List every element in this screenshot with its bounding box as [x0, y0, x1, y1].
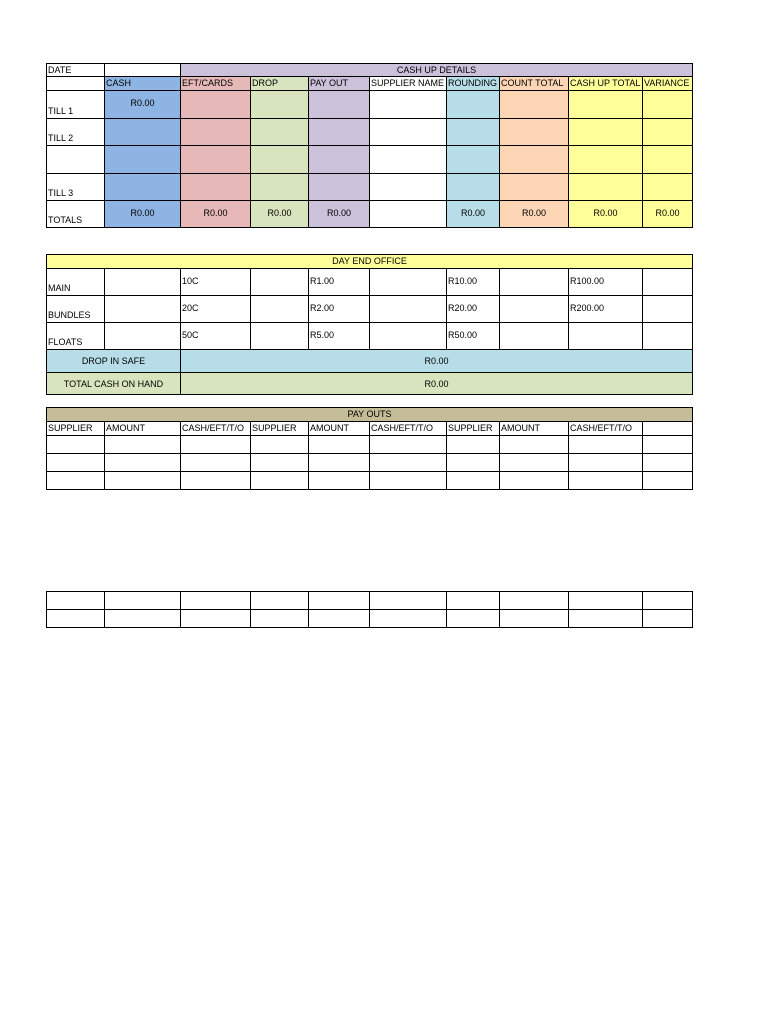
till-2-rounding[interactable]: [447, 119, 500, 146]
payout-cell[interactable]: [105, 472, 181, 490]
till-2-drop[interactable]: [251, 119, 309, 146]
header-cash-up-total: CASH UP TOTAL: [569, 77, 643, 91]
cash-up-table: [46, 63, 693, 228]
totals-payout: R0.00: [309, 201, 370, 228]
denom-10c-label: 10C: [181, 269, 251, 296]
payout-cell[interactable]: [105, 454, 181, 472]
denom-blank-label: [569, 323, 643, 350]
payouts-header-supplier-1: SUPPLIER: [47, 422, 105, 436]
payout-cell[interactable]: [105, 436, 181, 454]
header-pay-out: PAY OUT: [309, 77, 370, 91]
till-2-supplier[interactable]: [370, 119, 447, 146]
till-2-eft[interactable]: [181, 119, 251, 146]
payout-cell[interactable]: [309, 472, 370, 490]
total-cash-on-hand-label: TOTAL CASH ON HAND: [47, 373, 181, 395]
payout-cell[interactable]: [370, 454, 447, 472]
blank-entry-cell[interactable]: [309, 610, 370, 628]
totals-count-total: R0.00: [500, 201, 569, 228]
dayend-floats-value[interactable]: [105, 323, 181, 350]
denom-10c-value[interactable]: [251, 269, 309, 296]
payout-cell[interactable]: [309, 454, 370, 472]
payout-cell[interactable]: [370, 436, 447, 454]
dayend-label-bundles: BUNDLES: [47, 296, 105, 323]
blank-entry-cell[interactable]: [447, 610, 500, 628]
blank-entry-cell[interactable]: [500, 610, 569, 628]
payout-cell[interactable]: [569, 472, 643, 490]
denom-r20-value[interactable]: [500, 296, 569, 323]
payout-cell[interactable]: [447, 454, 500, 472]
payout-cell[interactable]: [251, 436, 309, 454]
denom-r5-value[interactable]: [370, 323, 447, 350]
payout-cell[interactable]: [47, 436, 105, 454]
total-cash-on-hand-value: R0.00: [181, 373, 693, 395]
dayend-label-floats: FLOATS: [47, 323, 105, 350]
row-label-totals: TOTALS: [47, 201, 105, 228]
blank-entry-cell[interactable]: [309, 592, 370, 610]
denom-50c-value[interactable]: [251, 323, 309, 350]
till-2-cashup-total[interactable]: [569, 119, 643, 146]
blank-entry-cell[interactable]: [251, 592, 309, 610]
pay-outs-table: [46, 407, 693, 490]
till-3-drop[interactable]: [251, 174, 309, 201]
till-3-rounding[interactable]: [447, 174, 500, 201]
date-value-cell[interactable]: [105, 64, 181, 77]
blank-entry-cell[interactable]: [500, 592, 569, 610]
denom-r50-label: R50.00: [447, 323, 500, 350]
dayend-bundles-value[interactable]: [105, 296, 181, 323]
till-3-count-total[interactable]: [500, 174, 569, 201]
header-cash: CASH: [105, 77, 181, 91]
payouts-header-amount-1: AMOUNT: [105, 422, 181, 436]
blank-cashup-total[interactable]: [569, 146, 643, 174]
denom-r1-label: R1.00: [309, 269, 370, 296]
payout-cell[interactable]: [309, 436, 370, 454]
blank-entry-cell[interactable]: [643, 610, 693, 628]
till-1-payout[interactable]: [309, 91, 370, 119]
blank-entry-cell[interactable]: [569, 610, 643, 628]
till-1-rounding[interactable]: [447, 91, 500, 119]
blank-payout[interactable]: [309, 146, 370, 174]
payout-cell[interactable]: [251, 472, 309, 490]
totals-cash: R0.00: [105, 201, 181, 228]
totals-cashup-total: R0.00: [569, 201, 643, 228]
header-eft-cards: EFT/CARDS: [181, 77, 251, 91]
payouts-header-method-3: CASH/EFT/T/O: [569, 422, 643, 436]
row-label-till-1: TILL 1: [47, 91, 105, 119]
denom-r20-label: R20.00: [447, 296, 500, 323]
till-3-cash[interactable]: [105, 174, 181, 201]
denom-r100-label: R100.00: [569, 269, 643, 296]
blank-drop[interactable]: [251, 146, 309, 174]
totals-drop: R0.00: [251, 201, 309, 228]
till-1-count-total[interactable]: [500, 91, 569, 119]
till-3-eft[interactable]: [181, 174, 251, 201]
pay-outs-title: PAY OUTS: [47, 408, 693, 422]
till-1-drop[interactable]: [251, 91, 309, 119]
payout-cell[interactable]: [500, 436, 569, 454]
blank-entry-cell[interactable]: [643, 592, 693, 610]
row-label-blank: [47, 146, 105, 174]
till-1-variance[interactable]: [643, 91, 693, 119]
blank-entry-cell[interactable]: [370, 592, 447, 610]
till-3-cashup-total[interactable]: [569, 174, 643, 201]
payouts-header-method-2: CASH/EFT/T/O: [370, 422, 447, 436]
blank-entry-table: [46, 591, 693, 628]
drop-in-safe-value: R0.00: [181, 350, 693, 373]
payout-cell[interactable]: [643, 436, 693, 454]
till-1-supplier[interactable]: [370, 91, 447, 119]
drop-in-safe-label: DROP IN SAFE: [47, 350, 181, 373]
blank-entry-cell[interactable]: [105, 610, 181, 628]
dayend-label-main: MAIN: [47, 269, 105, 296]
payout-cell[interactable]: [447, 436, 500, 454]
denom-r2-value[interactable]: [370, 296, 447, 323]
till-3-payout[interactable]: [309, 174, 370, 201]
till-2-payout[interactable]: [309, 119, 370, 146]
payout-cell[interactable]: [47, 454, 105, 472]
payout-cell[interactable]: [251, 454, 309, 472]
totals-rounding: R0.00: [447, 201, 500, 228]
payout-cell[interactable]: [47, 472, 105, 490]
dayend-main-value[interactable]: [105, 269, 181, 296]
blank-count-total[interactable]: [500, 146, 569, 174]
denom-r10-label: R10.00: [447, 269, 500, 296]
header-variance: VARIANCE: [643, 77, 693, 91]
till-2-variance[interactable]: [643, 119, 693, 146]
till-2-cash[interactable]: [105, 119, 181, 146]
denom-r5-label: R5.00: [309, 323, 370, 350]
blank-supplier[interactable]: [370, 146, 447, 174]
blank-eft[interactable]: [181, 146, 251, 174]
payouts-header-supplier-2: SUPPLIER: [251, 422, 309, 436]
denom-blank-value[interactable]: [643, 323, 693, 350]
blank-entry-cell[interactable]: [181, 592, 251, 610]
payout-cell[interactable]: [500, 454, 569, 472]
blank-cash[interactable]: [105, 146, 181, 174]
denom-r10-value[interactable]: [500, 269, 569, 296]
payouts-header-supplier-3: SUPPLIER: [447, 422, 500, 436]
payout-cell[interactable]: [643, 472, 693, 490]
payout-cell[interactable]: [569, 454, 643, 472]
payout-cell[interactable]: [569, 436, 643, 454]
till-1-cash[interactable]: R0.00: [105, 91, 181, 119]
denom-r200-label: R200.00: [569, 296, 643, 323]
blank-variance[interactable]: [643, 146, 693, 174]
payout-cell[interactable]: [370, 472, 447, 490]
denom-r1-value[interactable]: [370, 269, 447, 296]
till-2-count-total[interactable]: [500, 119, 569, 146]
denom-r200-value[interactable]: [643, 296, 693, 323]
header-rounding: ROUNDING: [447, 77, 500, 91]
payouts-header-blank: [643, 422, 693, 436]
row-label-till-2: TILL 2: [47, 119, 105, 146]
header-supplier-name: SUPPLIER NAME: [370, 77, 447, 91]
blank-entry-cell[interactable]: [181, 610, 251, 628]
denom-r100-value[interactable]: [643, 269, 693, 296]
blank-entry-cell[interactable]: [47, 610, 105, 628]
blank-entry-cell[interactable]: [47, 592, 105, 610]
payouts-header-amount-2: AMOUNT: [309, 422, 370, 436]
blank-entry-cell[interactable]: [370, 610, 447, 628]
till-3-supplier[interactable]: [370, 174, 447, 201]
denom-50c-label: 50C: [181, 323, 251, 350]
day-end-office-title: DAY END OFFICE: [47, 255, 693, 269]
payout-cell[interactable]: [447, 472, 500, 490]
payout-cell[interactable]: [643, 454, 693, 472]
payout-cell[interactable]: [181, 436, 251, 454]
payout-cell[interactable]: [181, 454, 251, 472]
blank-rounding[interactable]: [447, 146, 500, 174]
row-label-till-3: TILL 3: [47, 174, 105, 201]
payout-cell[interactable]: [181, 472, 251, 490]
payouts-header-method-1: CASH/EFT/T/O: [181, 422, 251, 436]
totals-supplier: [370, 201, 447, 228]
payout-cell[interactable]: [500, 472, 569, 490]
totals-eft: R0.00: [181, 201, 251, 228]
denom-r2-label: R2.00: [309, 296, 370, 323]
blank-entry-cell[interactable]: [251, 610, 309, 628]
denom-r50-value[interactable]: [500, 323, 569, 350]
totals-variance: R0.00: [643, 201, 693, 228]
header-count-total: COUNT TOTAL: [500, 77, 569, 91]
date-label: DATE: [47, 64, 105, 77]
header-blank: [47, 77, 105, 91]
till-1-cashup-total[interactable]: [569, 91, 643, 119]
day-end-office-table: [46, 254, 693, 395]
blank-entry-cell[interactable]: [447, 592, 500, 610]
blank-entry-cell[interactable]: [569, 592, 643, 610]
till-3-variance[interactable]: [643, 174, 693, 201]
till-1-eft[interactable]: [181, 91, 251, 119]
payouts-header-amount-3: AMOUNT: [500, 422, 569, 436]
header-drop: DROP: [251, 77, 309, 91]
denom-20c-label: 20C: [181, 296, 251, 323]
denom-20c-value[interactable]: [251, 296, 309, 323]
blank-entry-cell[interactable]: [105, 592, 181, 610]
cash-up-details-title: CASH UP DETAILS: [181, 64, 693, 77]
